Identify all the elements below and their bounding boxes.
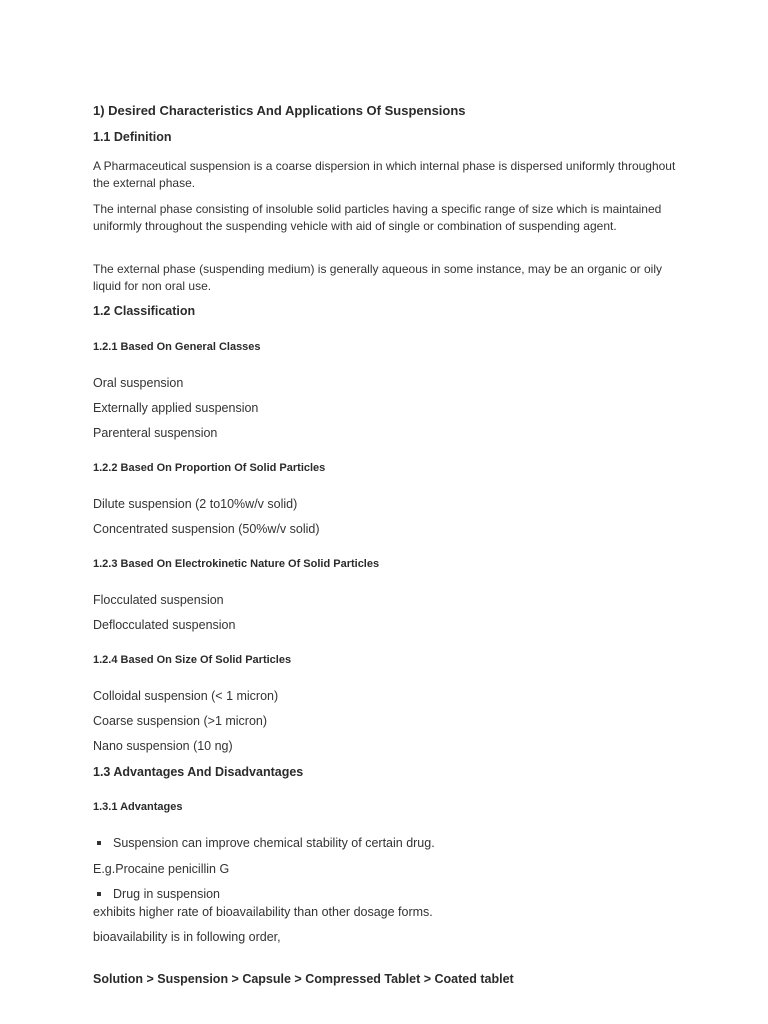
list-item: Externally applied suspension	[93, 401, 259, 415]
list-item: Deflocculated suspension	[93, 618, 236, 632]
example-text: E.g.Procaine penicillin G	[93, 862, 230, 876]
list-item: Colloidal suspension (< 1 micron)	[93, 689, 279, 703]
list-item: Nano suspension (10 ng)	[93, 739, 233, 753]
bullet-item	[93, 887, 220, 901]
bullet-continuation: exhibits higher rate of bioavailability than other dosage forms.	[93, 905, 433, 919]
definition-heading: 1.1 Definition	[93, 130, 172, 144]
bullet-text: Suspension can improve chemical stability of certain drug.	[113, 836, 435, 850]
electrokinetic-heading: 1.2.3 Based On Electrokinetic Nature Of Solid Particles	[93, 558, 380, 570]
list-item: Concentrated suspension (50%w/v solid)	[93, 522, 320, 536]
definition-paragraph-2: The internal phase consisting of insoluble solid particles having a specific range of size which is maintained uniformly throughout the suspending vehicle with aid of single or combination of suspending agent.	[93, 202, 662, 233]
definition-paragraph-3: The external phase (suspending medium) is generally aqueous in some instance, may be an organic or oily liquid for non oral use.	[93, 262, 662, 293]
list-item: Oral suspension	[93, 376, 184, 390]
list-item: Coarse suspension (>1 micron)	[93, 714, 268, 728]
list-item: Flocculated suspension	[93, 593, 224, 607]
advantages-heading: 1.3.1 Advantages	[93, 801, 183, 813]
list-item: Dilute suspension (2 to10%w/v solid)	[93, 497, 298, 511]
size-heading: 1.2.4 Based On Size Of Solid Particles	[93, 654, 292, 666]
section-title: 1) Desired Characteristics And Applications Of Suspensions	[93, 103, 466, 118]
list-item: Parenteral suspension	[93, 426, 218, 440]
general-classes-heading: 1.2.1 Based On General Classes	[93, 341, 261, 353]
proportion-heading: 1.2.2 Based On Proportion Of Solid Particles	[93, 462, 326, 474]
definition-paragraph-1: A Pharmaceutical suspension is a coarse dispersion in which internal phase is dispersed uniformly throughout the external phase.	[93, 159, 676, 190]
bullet-text: Drug in suspension	[113, 887, 221, 901]
bullet-icon	[97, 892, 101, 896]
bullet-icon	[97, 841, 101, 845]
bioavailability-order: Solution > Suspension > Capsule > Compressed Tablet > Coated tablet	[93, 972, 514, 986]
advantages-disadvantages-heading: 1.3 Advantages And Disadvantages	[93, 765, 304, 779]
order-intro: bioavailability is in following order,	[93, 930, 281, 944]
classification-heading: 1.2 Classification	[93, 304, 196, 318]
bullet-item	[93, 836, 435, 850]
